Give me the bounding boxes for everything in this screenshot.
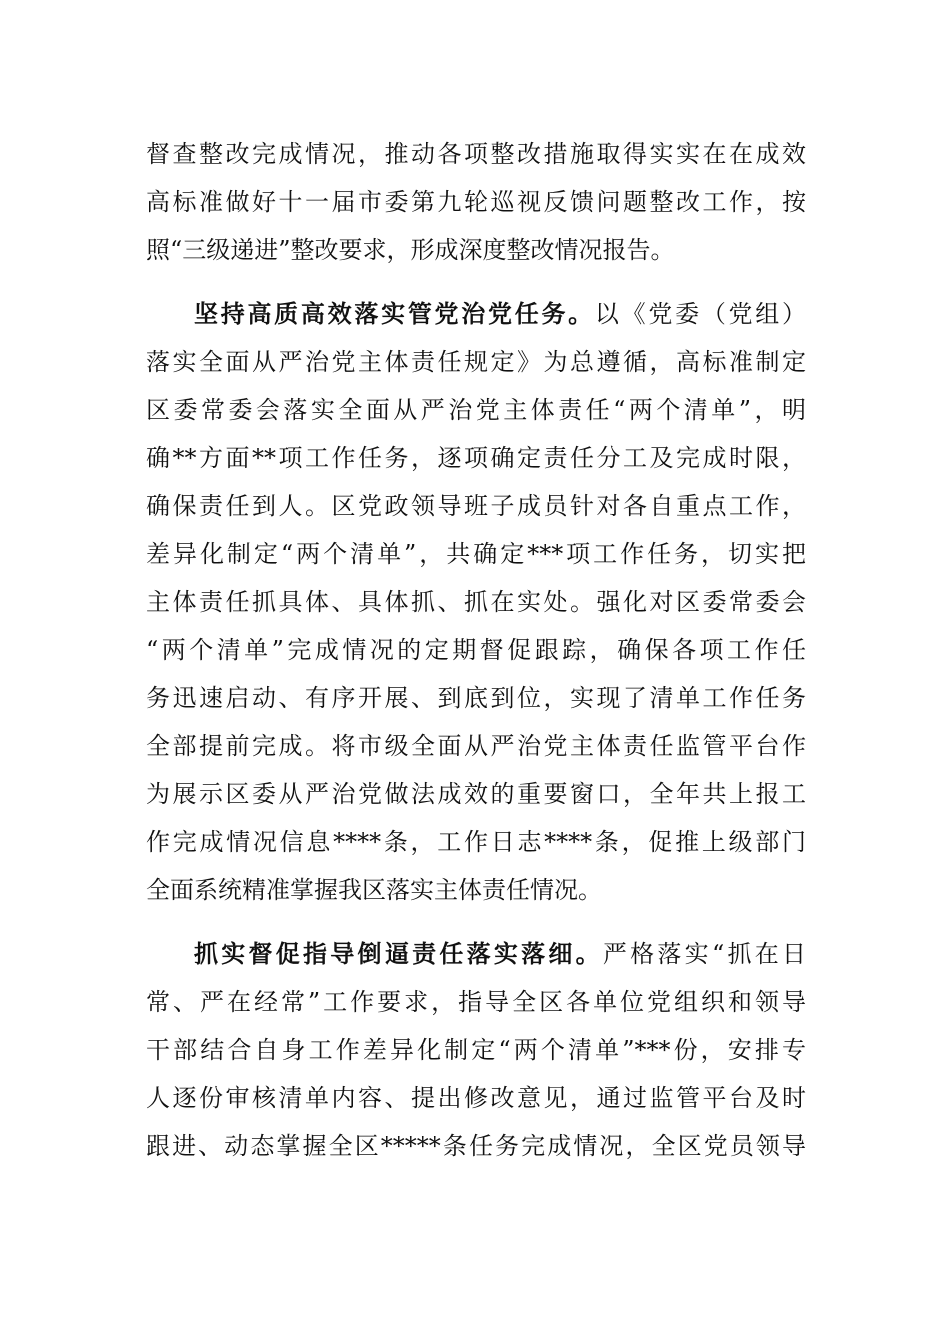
paragraph-1-line-2: 高标准做好十一届市委第九轮巡视反馈问题整改工作，按 <box>146 188 806 216</box>
paragraph-2-line-13: 全面系统精准掌握我区落实主体责任情况。 <box>146 876 602 904</box>
paragraph-1-line-1: 督查整改完成情况，推动各项整改措施取得实实在在成效 <box>146 140 806 168</box>
paragraph-2-line-9: 务迅速启动、有序开展、到底到位，实现了清单工作任务 <box>146 684 806 712</box>
paragraph-2-line-2: 落实全面从严治党主体责任规定》为总遵循，高标准制定 <box>146 348 806 376</box>
paragraph-3-first-line <box>194 930 806 978</box>
paragraph-2-line-10: 全部提前完成。将市级全面从严治党主体责任监管平台作 <box>146 732 806 760</box>
paragraph-3-first-line-text: 严格落实“抓在日 <box>602 940 806 968</box>
paragraph-3-line-2: 常、严在经常”工作要求，指导全区各单位党组织和领导 <box>146 988 806 1016</box>
paragraph-3-line-3: 干部结合自身工作差异化制定“两个清单”***份，安排专 <box>146 1036 806 1064</box>
paragraph-2-line-7: 主体责任抓具体、具体抓、抓在实处。强化对区委常委会 <box>146 588 806 616</box>
paragraph-3-line-4: 人逐份审核清单内容、提出修改意见，通过监管平台及时 <box>146 1084 806 1112</box>
paragraph-3-line-5: 跟进、动态掌握全区*****条任务完成情况，全区党员领导 <box>146 1132 806 1160</box>
paragraph-2-heading: 坚持高质高效落实管党治党任务。 <box>194 299 595 328</box>
paragraph-2-line-12: 作完成情况信息****条，工作日志****条，促推上级部门 <box>146 828 806 856</box>
paragraph-2-line-3: 区委常委会落实全面从严治党主体责任“两个清单”，明 <box>146 396 806 424</box>
paragraph-2-line-6: 差异化制定“两个清单”，共确定***项工作任务，切实把 <box>146 540 806 568</box>
paragraph-2-line-5: 确保责任到人。区党政领导班子成员针对各自重点工作， <box>146 492 806 520</box>
paragraph-2-line-4: 确**方面**项工作任务，逐项确定责任分工及完成时限， <box>146 444 806 472</box>
paragraph-2-first-line-text: 以《党委（党组） <box>594 300 807 328</box>
paragraph-1-line-3: 照“三级递进”整改要求，形成深度整改情况报告。 <box>146 236 675 264</box>
paragraph-3-heading: 抓实督促指导倒逼责任落实落细。 <box>194 939 603 968</box>
paragraph-2-line-11: 为展示区委从严治党做法成效的重要窗口，全年共上报工 <box>146 780 806 808</box>
paragraph-2-first-line <box>194 290 806 338</box>
paragraph-2-line-8: “两个清单”完成情况的定期督促跟踪，确保各项工作任 <box>146 636 806 664</box>
